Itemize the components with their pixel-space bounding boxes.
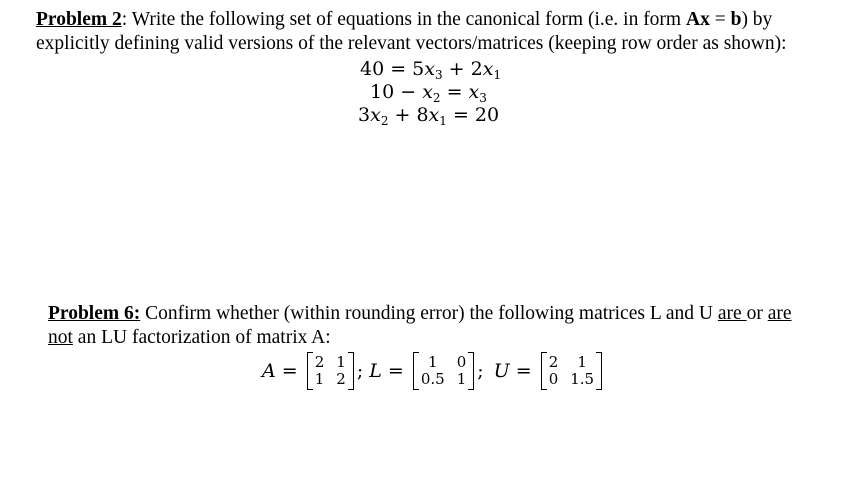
problem2-line1 xyxy=(36,8,772,32)
eq3-var1: x xyxy=(370,104,381,126)
eq2-sub2: 3 xyxy=(479,91,487,105)
equation-1 xyxy=(360,58,501,80)
matrix-cell: 2 xyxy=(548,353,559,371)
bracket-right xyxy=(596,352,602,390)
matrix-cell: 1 xyxy=(456,370,467,388)
problem2-eq-sign: = xyxy=(709,9,731,30)
matrix-l-grid xyxy=(419,354,468,388)
matrix-u-eq: = xyxy=(509,360,538,382)
matrix-cell: 0 xyxy=(456,353,467,371)
eq1-var2: x xyxy=(482,58,494,80)
problem6-line2-rest: an LU factorization of matrix A: xyxy=(72,327,331,348)
eq2-sub1: 2 xyxy=(432,91,441,105)
eq1-var1: x xyxy=(424,58,435,80)
problem2-title: Problem 2 xyxy=(36,9,122,30)
matrix-a xyxy=(307,352,354,390)
equation-2 xyxy=(370,81,487,103)
matrix-l xyxy=(413,352,474,390)
eq1-mid: + 2 xyxy=(442,58,483,80)
matrix-a-grid xyxy=(313,354,348,388)
matrix-row xyxy=(262,352,605,390)
matrix-cell: 2 xyxy=(314,353,325,371)
problem6-are2: are xyxy=(767,303,792,324)
matrix-a-name: A xyxy=(262,360,276,382)
matrix-cell: 0.5 xyxy=(420,370,445,388)
eq2-mid: = xyxy=(440,81,469,103)
problem6-title: Problem 6: xyxy=(48,303,141,324)
separator-2: ; xyxy=(477,360,484,382)
eq3-var2: x xyxy=(428,104,440,126)
eq3-sub1: 2 xyxy=(380,114,389,128)
matrix-l-name: L xyxy=(369,360,382,382)
matrix-u-name: U xyxy=(493,360,510,382)
problem6-line1 xyxy=(48,302,792,326)
bracket-right xyxy=(468,352,474,390)
problem6-not: not xyxy=(48,327,73,348)
matrix-cell: 2 xyxy=(336,370,346,388)
matrix-cell: 1 xyxy=(577,353,587,371)
eq3-tail: = 20 xyxy=(446,104,500,126)
matrix-cell: 1 xyxy=(428,353,438,371)
problem6-text-a: Confirm whether (within rounding error) the following matrices L and U xyxy=(140,303,718,324)
problem6-are1: are xyxy=(717,303,747,324)
problem6-or: or xyxy=(746,303,768,324)
separator-1: ; xyxy=(356,360,364,382)
matrix-l-eq: = xyxy=(381,360,410,382)
eq1-sub2: 1 xyxy=(493,68,502,82)
problem2-bold-ax: Ax xyxy=(685,9,710,30)
eq2-var2: x xyxy=(468,81,480,103)
eq3-mid: + 8 xyxy=(388,104,429,126)
problem2-text-a: : Write the following set of equations in the canonical form (i.e. in form xyxy=(121,9,686,30)
matrix-cell: 1 xyxy=(336,353,346,371)
equation-3 xyxy=(358,104,499,126)
matrix-a-eq: = xyxy=(275,360,304,382)
eq3-sub2: 1 xyxy=(439,114,447,128)
problem6-line2 xyxy=(48,326,331,350)
matrix-u-grid xyxy=(547,354,596,388)
matrix-u xyxy=(541,352,602,390)
problem2-line2: explicitly defining valid versions of the relevant vectors/matrices (keeping row order as shown): xyxy=(36,33,787,54)
matrix-cell: 1.5 xyxy=(570,370,595,388)
matrix-cell: 0 xyxy=(548,370,559,388)
eq1-lhs: 40 = 5 xyxy=(360,58,425,80)
bracket-right xyxy=(348,352,354,390)
problem2-bold-b: b xyxy=(730,9,742,30)
eq3-lhs: 3 xyxy=(358,104,371,126)
problem2-text-b: ) by xyxy=(741,9,773,30)
matrix-cell: 1 xyxy=(314,370,325,388)
eq1-sub1: 3 xyxy=(434,68,443,82)
eq2-lhs: 10 − xyxy=(370,81,423,103)
eq2-var1: x xyxy=(422,81,433,103)
